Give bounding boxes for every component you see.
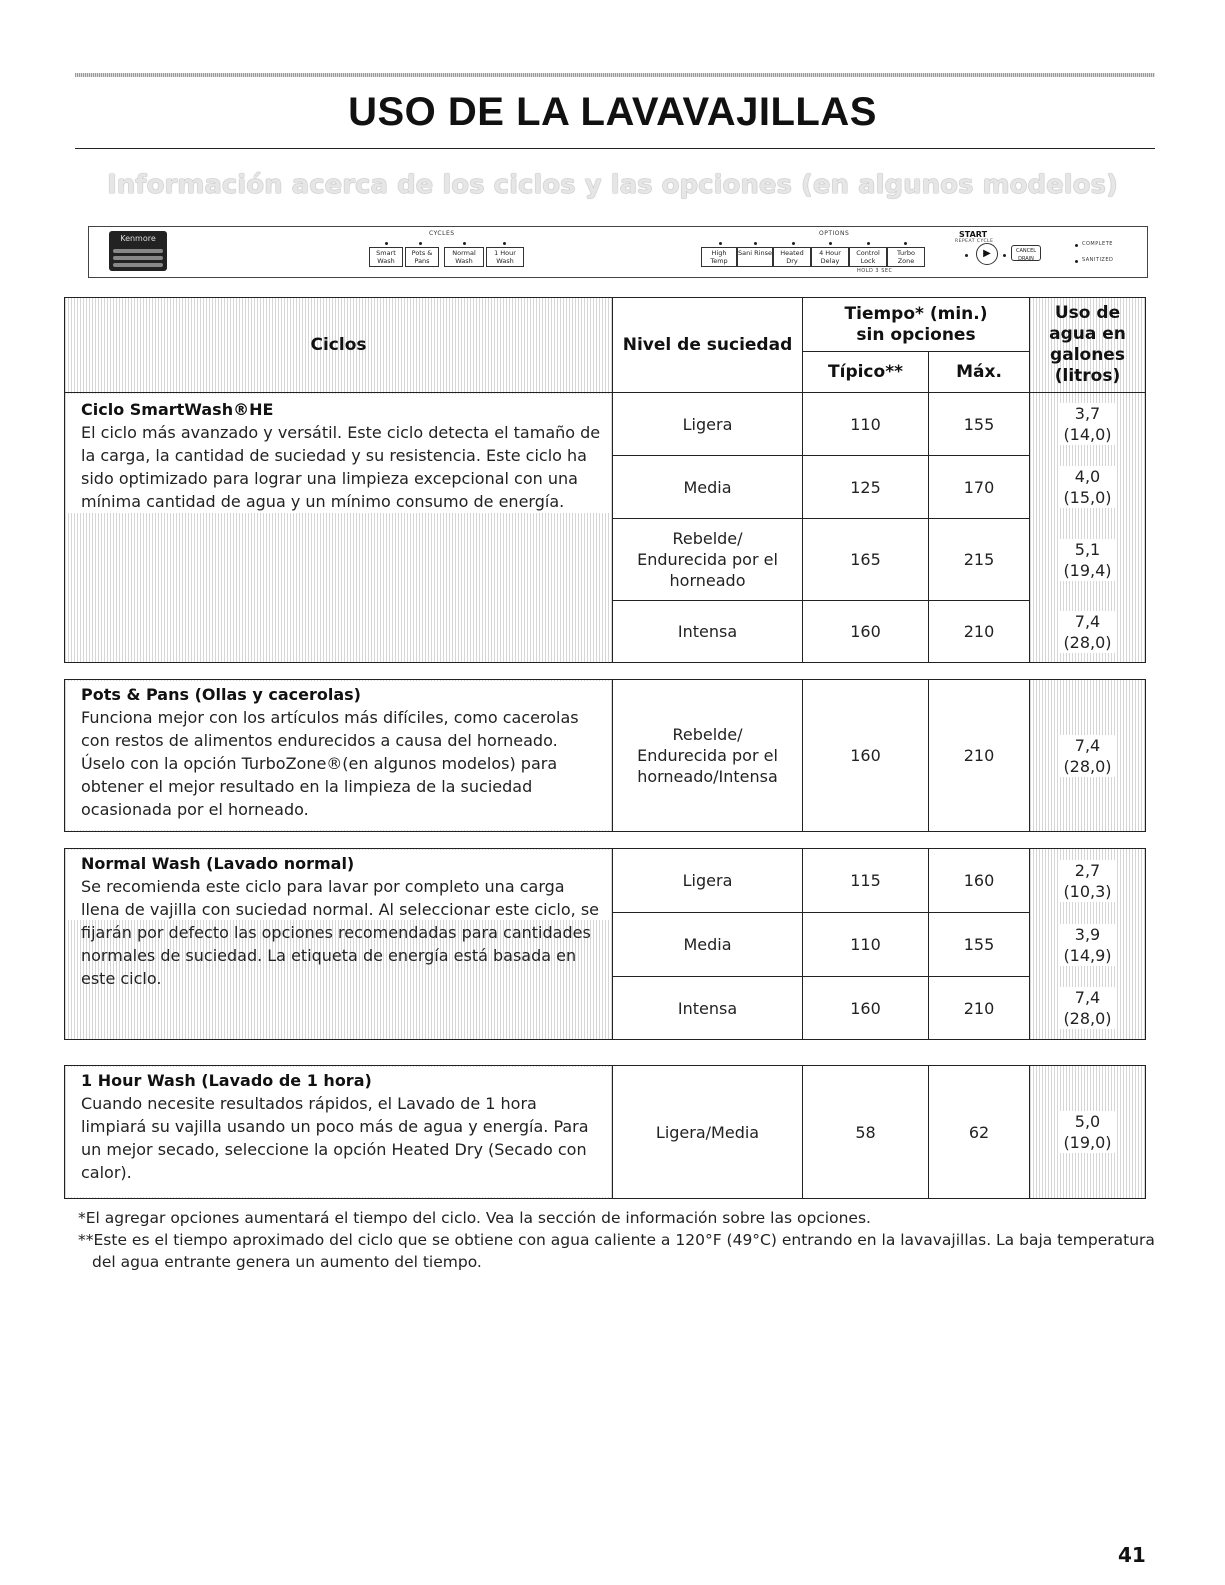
max-time-cell: 210: [928, 600, 1030, 663]
heated-dry-button: Heated Dry: [773, 247, 811, 267]
indicator-dot: [1075, 244, 1078, 247]
water-use-value: 5,1 (19,4): [1059, 539, 1116, 581]
indicator-dot: [1003, 254, 1006, 257]
repeat-cycle-label: REPEAT CYCLE: [955, 239, 994, 244]
water-use-cell: [1037, 912, 1138, 977]
water-use-cell: [1037, 1065, 1138, 1199]
water-use-value: 7,4 (28,0): [1059, 987, 1116, 1029]
indicator-dot: [965, 254, 968, 257]
footnote-typical-time: **Este es el tiempo aproximado del ciclo que se obtiene con agua caliente a 120°F (49°C) entrando en la lavavajillas. La baja temperatura del agua entrante genera un aumento del tiempo.: [78, 1231, 1155, 1271]
title-rule: [75, 148, 1155, 149]
cycle-description: Se recomienda este ciclo para lavar por completo una carga llena de vajilla con suciedad normal. Al seleccionar este ciclo, se fijarán por defecto las opciones recomendadas para cantidades normales de suciedad. La etiqueta de energía está basada en este ciclo.: [81, 877, 599, 988]
soil-level-cell: Media: [612, 455, 803, 519]
top-dotted-rule: [75, 73, 1155, 77]
options-label: OPTIONS: [819, 230, 850, 237]
water-use-cell: [1037, 976, 1138, 1040]
pots-pans-button: Pots & Pans: [405, 247, 439, 267]
header-cycles: Ciclos: [64, 297, 613, 393]
soil-level-cell: Ligera/Media: [612, 1065, 803, 1199]
header-max: Máx.: [928, 351, 1030, 393]
sanitized-label: SANITIZED: [1082, 257, 1114, 263]
water-use-value: 3,9 (14,9): [1059, 924, 1116, 966]
max-time-cell: 215: [928, 518, 1030, 601]
typical-time-cell: 165: [802, 518, 929, 601]
typical-time-cell: 160: [802, 976, 929, 1040]
one-hour-wash-button: 1 Hour Wash: [486, 247, 524, 267]
water-use-value: 2,7 (10,3): [1059, 860, 1116, 902]
water-use-value: 4,0 (15,0): [1059, 466, 1116, 508]
max-time-cell: 155: [928, 912, 1030, 977]
soil-level-cell: Rebelde/ Endurecida por el horneado: [612, 518, 803, 601]
cancel-drain-button: CANCEL DRAIN: [1011, 245, 1041, 261]
cycle-description: Cuando necesite resultados rápidos, el Lavado de 1 hora limpiará su vajilla usando un poco más de agua y energía. Para un mejor secado, seleccione la opción Heated Dry (Secado con calor).: [81, 1094, 589, 1182]
cycle-smartwash: [64, 392, 613, 663]
indicator-dot: [904, 242, 907, 245]
cycle-description-block: [81, 398, 606, 513]
cycle-description-block: [81, 683, 606, 821]
typical-time-cell: 110: [802, 392, 929, 456]
logo-wave-icon: [113, 249, 163, 253]
cycle-description-block: [81, 852, 606, 990]
cycle-title: Pots & Pans (Ollas y cacerolas): [81, 685, 361, 704]
cycle-table: [64, 297, 1146, 1199]
smart-wash-button: Smart Wash: [369, 247, 403, 267]
soil-level-cell: Intensa: [612, 600, 803, 663]
max-time-cell: 210: [928, 679, 1030, 832]
water-use-cell: [1037, 455, 1138, 519]
four-hour-delay-button: 4 Hour Delay: [811, 247, 849, 267]
cycle-title: Ciclo SmartWash®HE: [81, 400, 274, 419]
page-title: USO DE LA LAVAVAJILLAS: [348, 90, 877, 134]
water-use-value: 3,7 (14,0): [1059, 403, 1116, 445]
brand-name: Kenmore: [120, 234, 156, 243]
kenmore-logo: [109, 231, 167, 271]
control-lock-button: Control Lock: [849, 247, 887, 267]
max-time-cell: 155: [928, 392, 1030, 456]
typical-time-cell: 125: [802, 455, 929, 519]
section-subtitle: Información acerca de los ciclos y las opciones (en algunos modelos): [107, 170, 1118, 200]
typical-time-cell: 58: [802, 1065, 929, 1199]
typical-time-cell: 160: [802, 679, 929, 832]
cycle-pots-pans: [64, 679, 613, 832]
indicator-dot: [754, 242, 757, 245]
indicator-dot: [719, 242, 722, 245]
cycle-normal-wash: [64, 848, 613, 1040]
logo-wave-icon: [113, 263, 163, 267]
header-typical: Típico**: [802, 351, 929, 393]
cycle-title: 1 Hour Wash (Lavado de 1 hora): [81, 1071, 372, 1090]
indicator-dot: [829, 242, 832, 245]
footnotes: [78, 1207, 1158, 1273]
water-use-cell: [1037, 518, 1138, 601]
header-soil-level: Nivel de suciedad: [612, 297, 803, 393]
turbo-zone-button: Turbo Zone: [887, 247, 925, 267]
max-time-cell: 62: [928, 1065, 1030, 1199]
cycle-description: El ciclo más avanzado y versátil. Este ciclo detecta el tamaño de la carga, la cantidad de suciedad y su resistencia. Este ciclo ha sido optimizado para lograr una limpieza excepcional con una mínima cantidad de agua y un mínimo consumo de energía.: [81, 423, 601, 511]
indicator-dot: [867, 242, 870, 245]
max-time-cell: 160: [928, 848, 1030, 913]
cycle-description-block: [81, 1069, 606, 1184]
soil-level-cell: Media: [612, 912, 803, 977]
water-use-cell: [1037, 679, 1138, 832]
logo-wave-icon: [113, 256, 163, 260]
complete-label: COMPLETE: [1082, 241, 1113, 247]
header-time: Tiempo* (min.) sin opciones: [802, 297, 1030, 352]
indicator-dot: [463, 242, 466, 245]
cycles-label: CYCLES: [429, 230, 455, 237]
indicator-dot: [792, 242, 795, 245]
control-panel-illustration: [88, 226, 1148, 278]
cycle-description: Funciona mejor con los artículos más difíciles, como cacerolas con restos de alimentos endurecidos a causa del horneado. Úselo con la opción TurboZone®(en algunos modelos) para obtener el mejor resultado en la limpieza de la suciedad ocasionada por el horneado.: [81, 708, 579, 819]
soil-level-cell: Rebelde/ Endurecida por el horneado/Intensa: [612, 679, 803, 832]
normal-wash-button: Normal Wash: [444, 247, 484, 267]
footnote-options: *El agregar opciones aumentará el tiempo del ciclo. Vea la sección de información sobre las opciones.: [78, 1209, 871, 1227]
indicator-dot: [385, 242, 388, 245]
max-time-cell: 210: [928, 976, 1030, 1040]
typical-time-cell: 115: [802, 848, 929, 913]
max-time-cell: 170: [928, 455, 1030, 519]
typical-time-cell: 160: [802, 600, 929, 663]
cycle-title: Normal Wash (Lavado normal): [81, 854, 355, 873]
indicator-dot: [503, 242, 506, 245]
cycle-one-hour-wash: [64, 1065, 613, 1199]
soil-level-cell: Intensa: [612, 976, 803, 1040]
water-use-value: 5,0 (19,0): [1059, 1111, 1116, 1153]
high-temp-button: High Temp: [701, 247, 737, 267]
typical-time-cell: 110: [802, 912, 929, 977]
hold-label: HOLD 3 SEC: [857, 268, 893, 274]
indicator-dot: [1075, 260, 1078, 263]
water-use-cell: [1037, 392, 1138, 456]
soil-level-cell: Ligera: [612, 392, 803, 456]
water-use-cell: [1037, 600, 1138, 663]
play-icon: ▶: [976, 243, 998, 265]
water-use-value: 7,4 (28,0): [1059, 735, 1116, 777]
start-label: START: [959, 230, 988, 239]
water-use-value: 7,4 (28,0): [1059, 611, 1116, 653]
indicator-dot: [419, 242, 422, 245]
sani-rinse-button: Sani Rinse: [737, 247, 773, 267]
soil-level-cell: Ligera: [612, 848, 803, 913]
header-water-use: Uso de agua en galones (litros): [1029, 297, 1146, 393]
page-number: 41: [1118, 1543, 1146, 1567]
water-use-cell: [1037, 848, 1138, 913]
